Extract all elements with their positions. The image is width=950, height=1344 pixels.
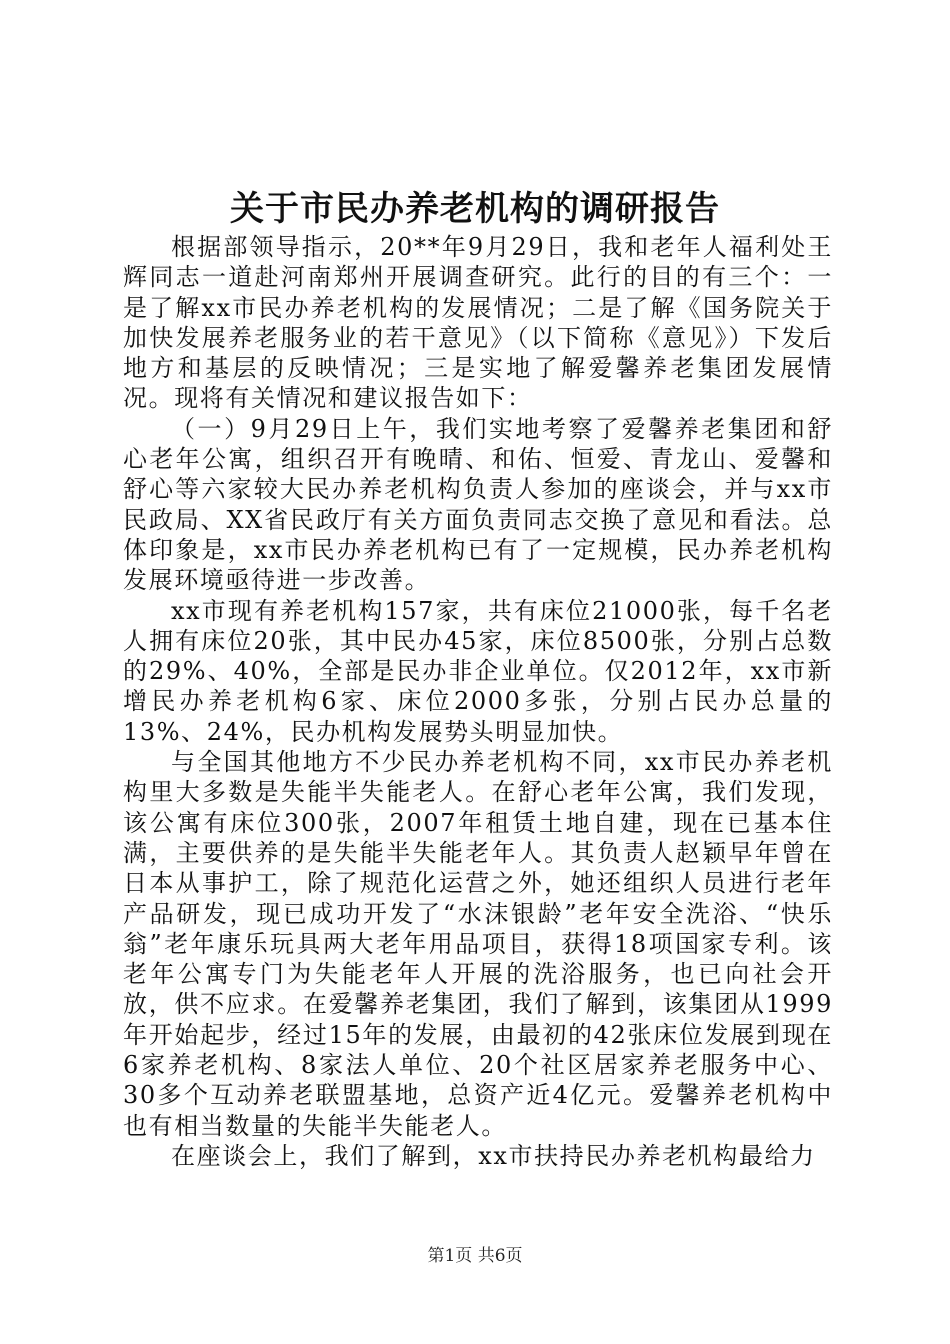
page-number-footer: 第1页 共6页 [427,1246,523,1266]
document-body [123,232,833,1171]
paragraph-symposium: 在座谈会上，我们了解到，xx市扶持民办养老机构最给力 [171,1141,816,1170]
paragraph-case-studies: 与全国其他地方不少民办养老机构不同，xx市民办养老机构里大多数是失能半失能老人。在舒心老年公寓，我们发现，该公寓有床位300张，2007年租赁土地自建，现在已基本住满，主要供养的是失能半失能老年人。其负责人赵颖早年曾在日本从事护工，除了规范化运营之外，她还组织人员进行老年产品研发，现已成功开发了“水沫银龄”老年安全洗浴、“快乐翁”老年康乐玩具两大老年用品项目，获得18项国家专利。该老年公寓专门为失能老年人开展的洗浴服务，也已向社会开放，供不应求。在爱馨养老集团，我们了解到，该集团从1999年开始起步，经过15年的发展，由最初的42张床位发展到现在6家养老机构、8家法人单位、20个社区居家养老服务中心、30多个互动养老联盟基地，总资产近4亿元。爱馨养老机构中也有相当数量的失能半失能老人。 [123,748,833,1140]
document-title: 关于市民办养老机构的调研报告 [230,189,720,229]
paragraph-statistics: xx市现有养老机构157家，共有床位21000张，每千名老人拥有床位20张，其中民办45家，床位8500张，分别占总数的29%、40%，全部是民办非企业单位。仅2012年，xx市新增民办养老机构6家、床位2000多张，分别占民办总量的13%、24%，民办机构发展势头明显加快。 [123,596,833,746]
paragraph-intro: 根据部领导指示，20**年9月29日，我和老年人福利处王辉同志一道赴河南郑州开展调查研究。此行的目的有三个：一是了解xx市民办养老机构的发展情况；二是了解《国务院关于加快发展养老服务业的若干意见》（以下简称《意见》）下发后地方和基层的反映情况；三是实地了解爱馨养老集团发展情况。现将有关情况和建议报告如下： [123,233,833,413]
paragraph-section-one: （一）9月29日上午，我们实地考察了爱馨养老集团和舒心老年公寓，组织召开有晚晴、和佑、恒爱、青龙山、爱馨和舒心等六家较大民办养老机构负责人参加的座谈会，并与xx市民政局、XX省民政厅有关方面负责同志交换了意见和看法。总体印象是，xx市民办养老机构已有了一定规模，民办养老机构发展环境亟待进一步改善。 [123,414,833,595]
